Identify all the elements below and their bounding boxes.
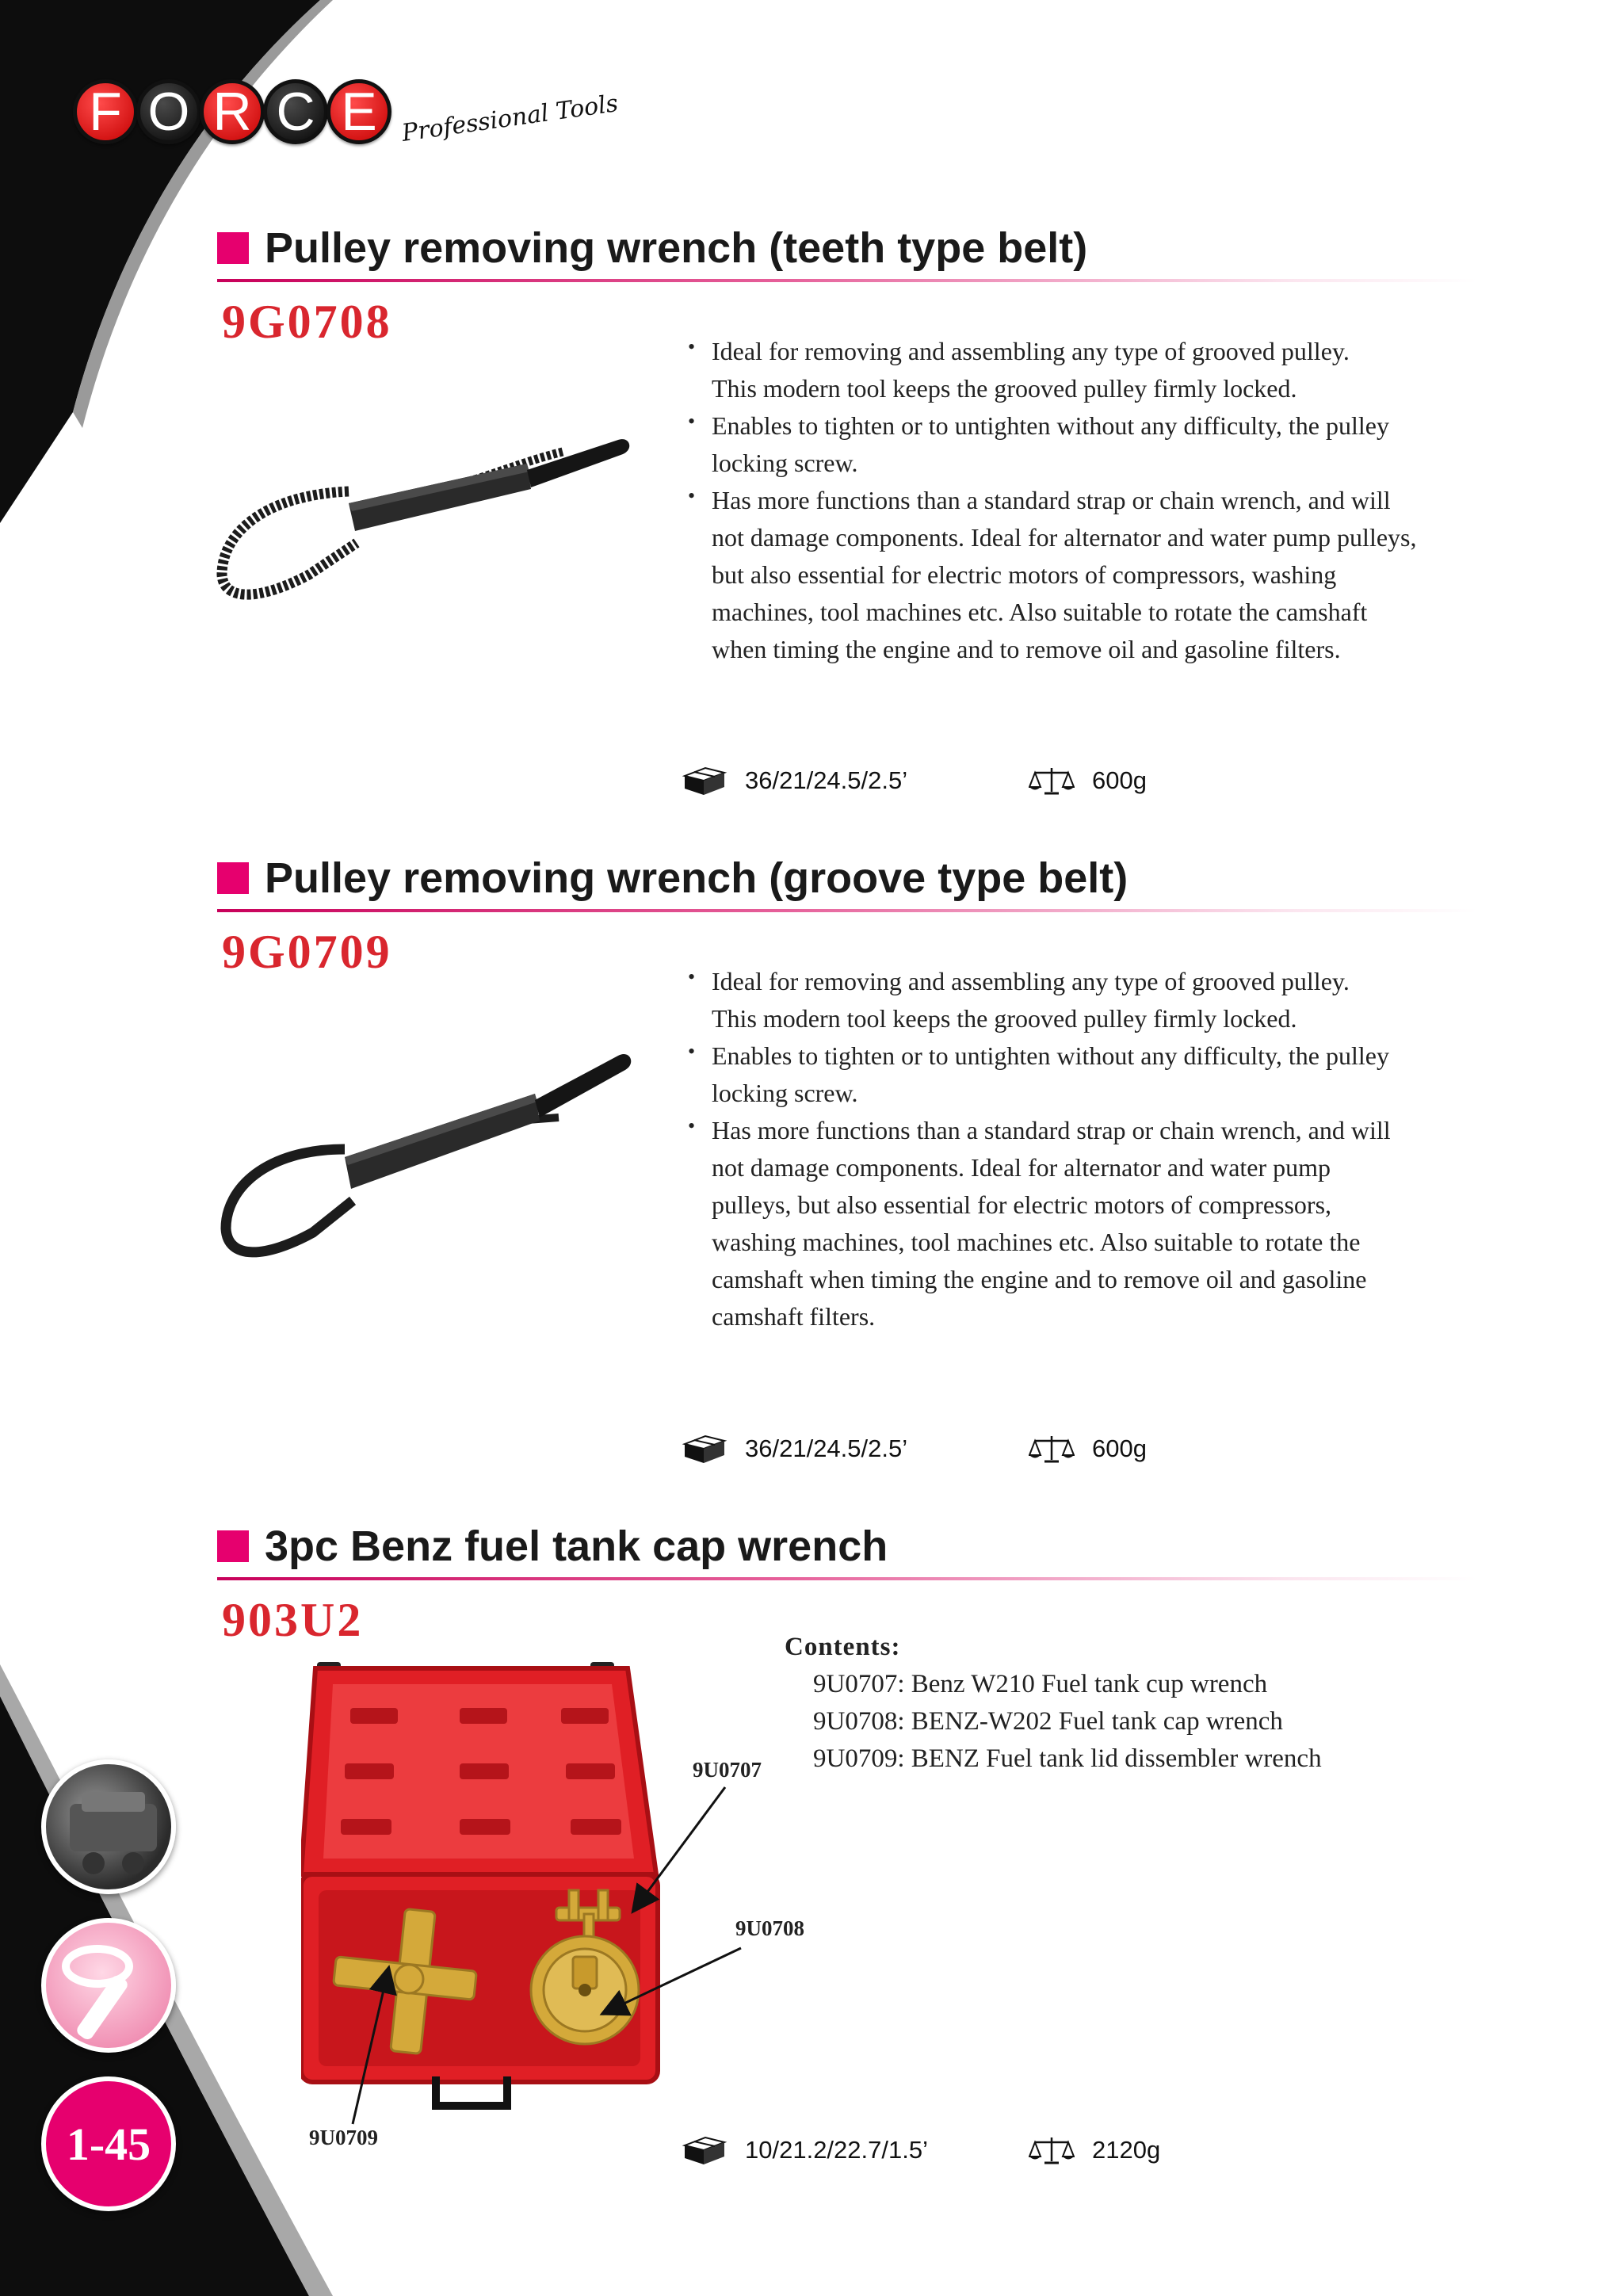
callout-label-9u0708: 9U0708: [735, 1916, 804, 1940]
packing-dimensions: 36/21/24.5/2.5’: [745, 766, 908, 794]
packing-dimensions: 10/21.2/22.7/1.5’: [745, 2136, 928, 2164]
logo-letter: F: [73, 79, 138, 144]
section-title: Pulley removing wrench (teeth type belt): [265, 224, 1088, 272]
engine-category-thumbnail: [41, 1759, 176, 1894]
contents-list: [785, 1666, 1322, 1778]
logo-letter: O: [136, 79, 201, 144]
weight-value: 600g: [1092, 1435, 1147, 1462]
contents-item: 9U0707: Benz W210 Fuel tank cup wrench: [813, 1670, 1268, 1698]
section-title: Pulley removing wrench (groove type belt): [265, 854, 1128, 902]
feature-item: • Enables to tighten or to untighten without any difficulty, the pulley locking screw.: [688, 1037, 1544, 1112]
packing-dimensions: 36/21/24.5/2.5’: [745, 1435, 908, 1462]
product-sku: 9G0708: [222, 296, 392, 348]
logo-tagline: Professional Tools: [399, 89, 621, 147]
weight-value: 2120g: [1092, 2136, 1161, 2164]
packing-spec: [682, 2134, 928, 2166]
weight-spec: [1029, 2134, 1160, 2166]
feature-item: • Has more functions than a standard strap or chain wrench, and will not damage components. Ideal for alternator and water pump pulleys, but also essential for electric motors of compressors, washing machines, tool machines etc. Also suitable to rotate the camshaft when timing the engine and to remove oil and gasoline camshaft filters.: [688, 1112, 1544, 1335]
contents-item: 9U0709: BENZ Fuel tank lid dissembler wrench: [813, 1744, 1322, 1773]
page-number-badge: 1-45: [41, 2076, 176, 2211]
callout-label-9u0709: 9U0709: [309, 2126, 378, 2149]
feature-item: • Enables to tighten or to untighten without any difficulty, the pulley locking screw.: [688, 407, 1544, 482]
product-sku: 903U2: [222, 1594, 364, 1646]
feature-item: • Has more functions than a standard strap or chain wrench, and will not damage components. Ideal for alternator and water pump pulleys, but also essential for electric motors of compressors, washing machines, tool machines etc. Also suitable to rotate the camshaft when timing the engine and to remove oil and gasoline filters.: [688, 482, 1544, 668]
logo-letter: E: [327, 79, 391, 144]
feature-item: • Ideal for removing and assembling any type of grooved pulley. This modern tool keeps the grooved pulley firmly locked.: [688, 963, 1544, 1037]
contents-item: 9U0708: BENZ-W202 Fuel tank cap wrench: [813, 1707, 1283, 1736]
logo-letter: C: [263, 79, 328, 144]
contents-heading: Contents:: [785, 1633, 901, 1661]
section-title: 3pc Benz fuel tank cap wrench: [265, 1522, 888, 1570]
carton-box-icon: [682, 2134, 727, 2166]
weight-value: 600g: [1092, 766, 1147, 794]
feature-item: • Ideal for removing and assembling any type of grooved pulley. This modern tool keeps the grooved pulley firmly locked.: [688, 333, 1544, 407]
logo-letter: R: [200, 79, 265, 144]
kit-contents: [785, 1629, 1322, 1778]
wrench-category-thumbnail: [41, 1918, 176, 2053]
product-sku: 9G0709: [222, 926, 392, 978]
callout-label-9u0707: 9U0707: [693, 1758, 762, 1782]
balance-scale-icon: [1029, 2134, 1075, 2166]
